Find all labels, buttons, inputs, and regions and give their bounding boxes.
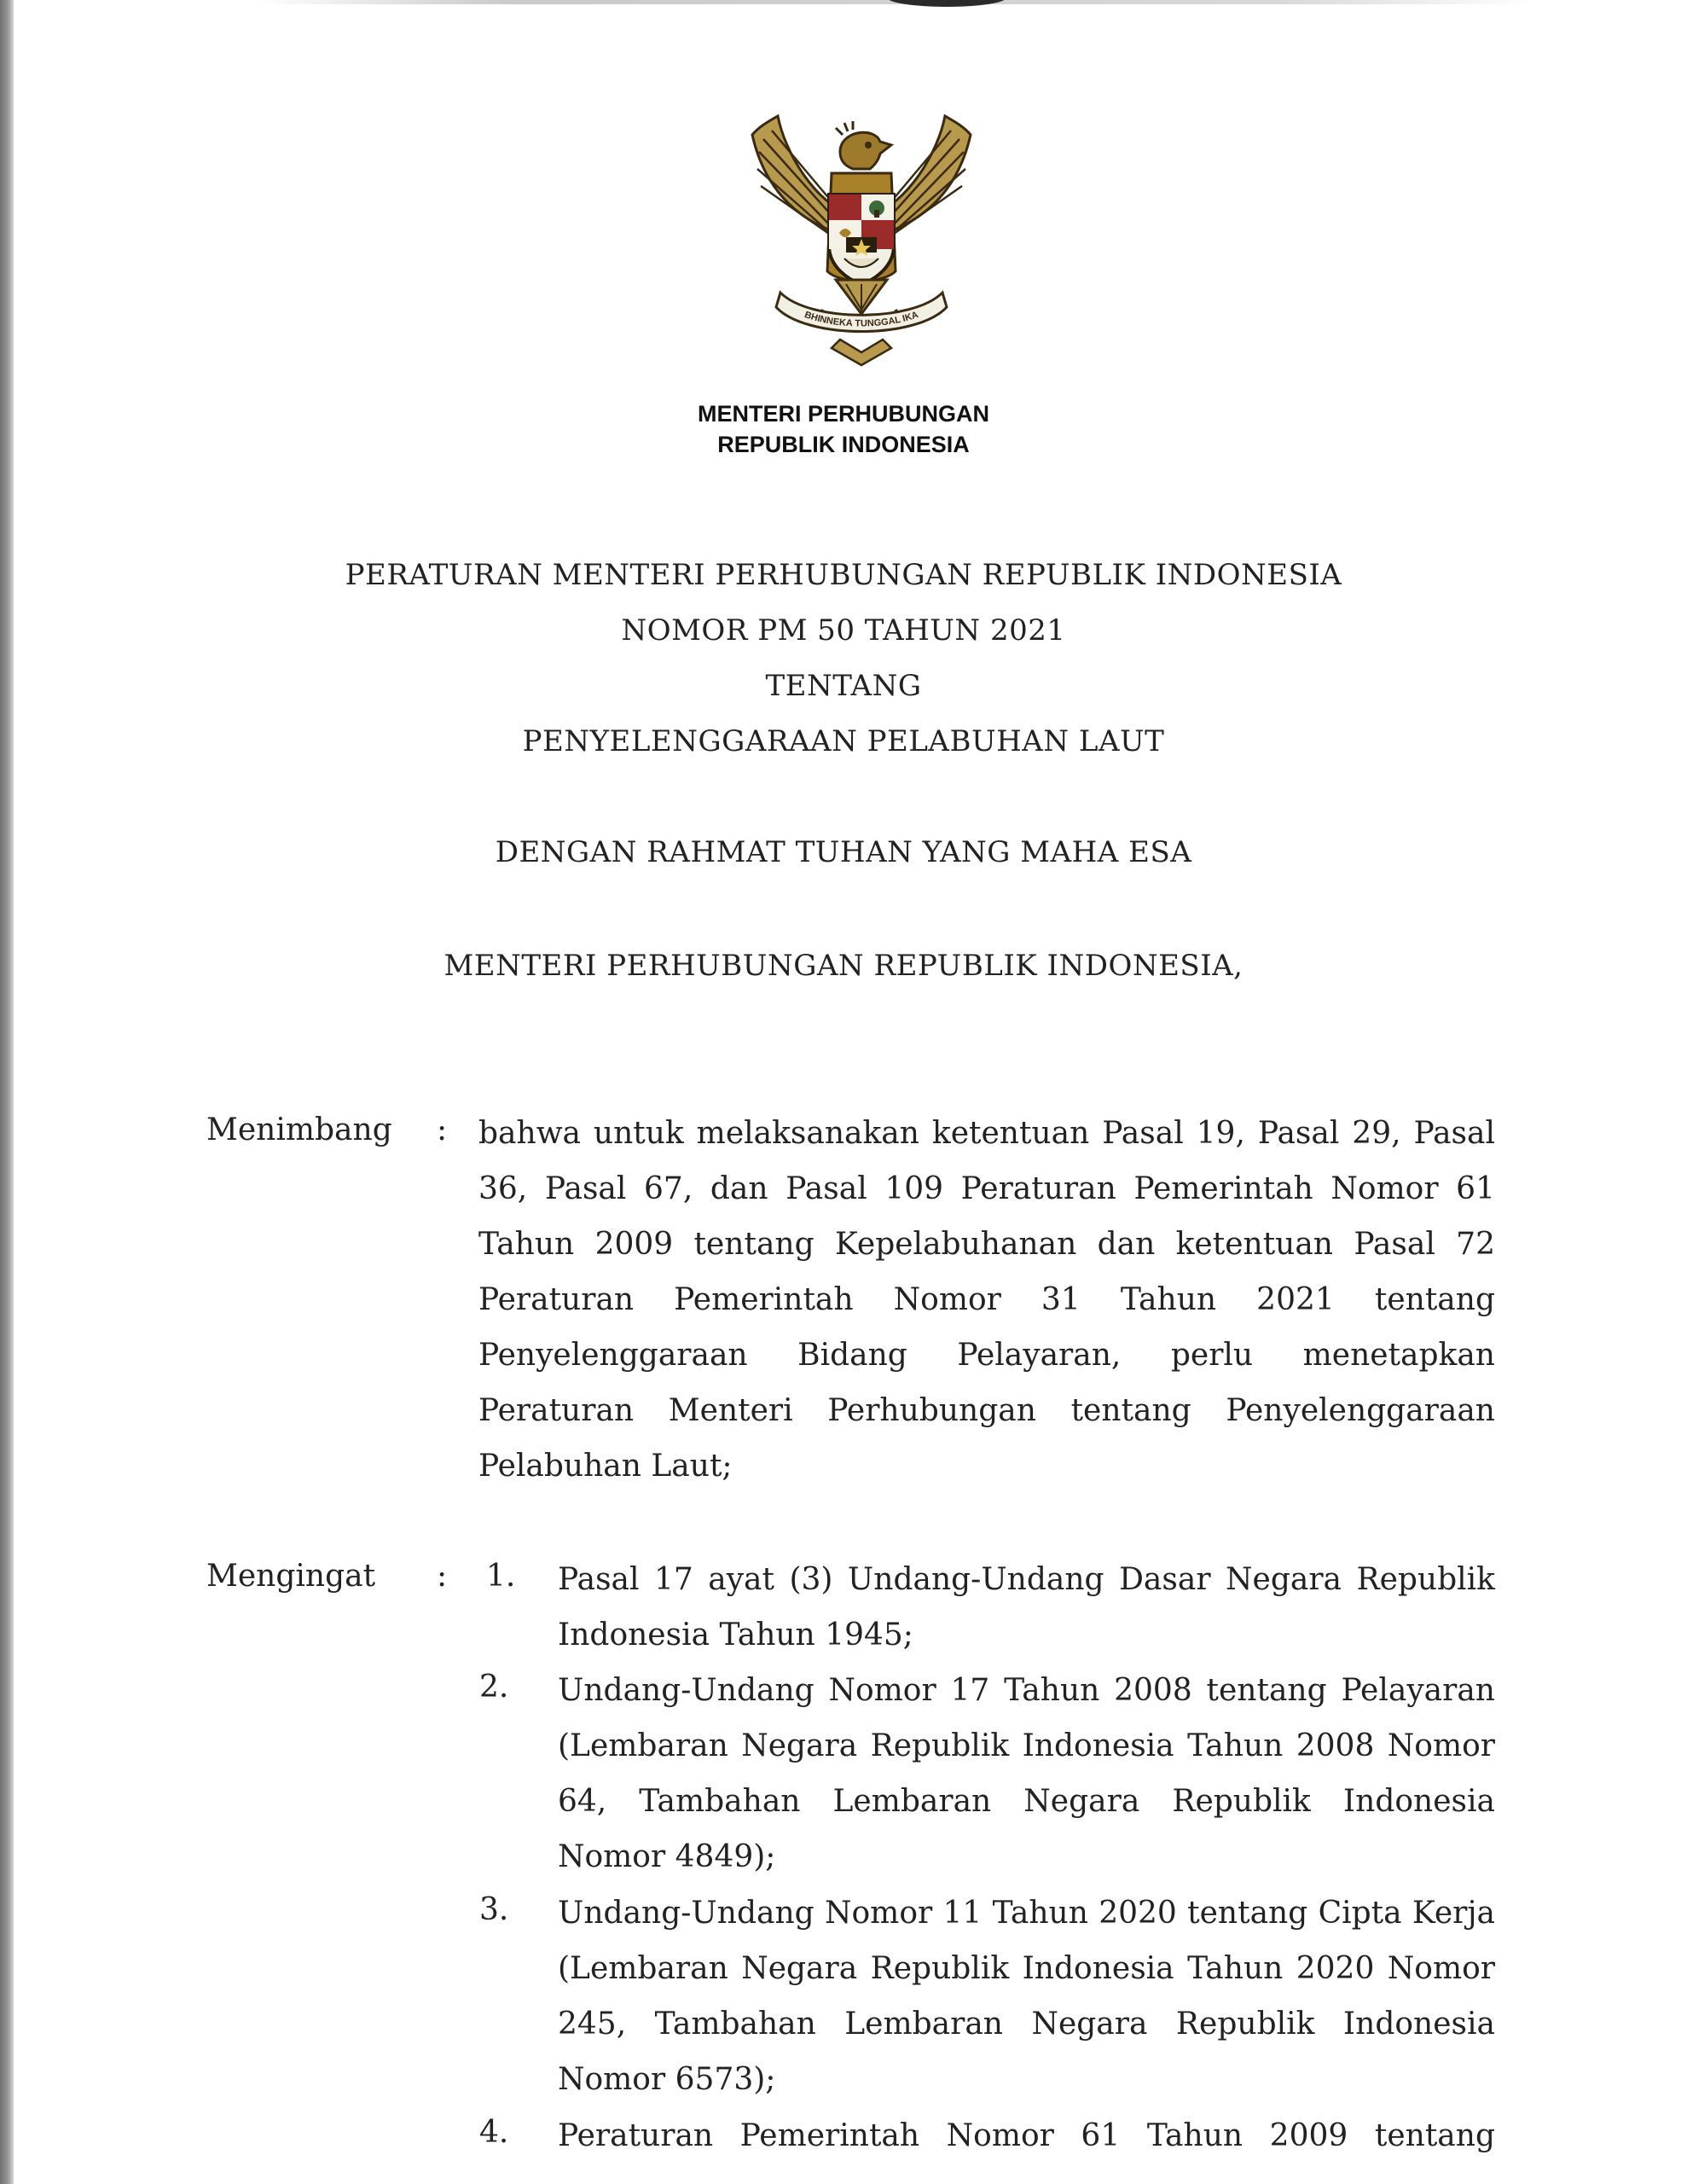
- recalling-item-number: 3.: [479, 1892, 509, 1927]
- considering-colon: :: [437, 1112, 448, 1147]
- header-line-1: MENTERI PERHUBUNGAN: [697, 401, 989, 427]
- garuda-tail: [836, 280, 887, 314]
- recalling-item-number: 2.: [479, 1670, 509, 1705]
- recalling-label: Mengingat: [206, 1559, 376, 1594]
- shield-icon: [829, 195, 894, 284]
- considering-label: Menimbang: [206, 1112, 392, 1147]
- recalling-item-text: Peraturan Pemerintah Nomor 61 Tahun 2009 tentang: [558, 2118, 1495, 2153]
- recalling-item-text: Pasal 17 ayat (3) Undang-Undang Dasar Negara Republik Indonesia Tahun 1945;: [558, 1562, 1495, 1653]
- scan-edge-shadow: [0, 0, 14, 2184]
- garuda-pancasila-emblem: [733, 109, 989, 374]
- garuda-head: [836, 121, 891, 169]
- scan-top-mark: [887, 0, 1006, 7]
- recalling-item-number: 4.: [479, 2115, 509, 2150]
- regulation-about: TENTANG: [765, 669, 922, 703]
- preamble-authority: MENTERI PERHUBUNGAN REPUBLIK INDONESIA,: [443, 949, 1244, 983]
- considering-text: bahwa untuk melaksanakan ketentuan Pasal 19, Pasal 29, Pasal 36, Pasal 67, dan Pasal 109 Peraturan Pemerintah Nomor 61 Tahun 2009 tentang Kepelabuhanan dan ketentuan Pasal 72 Peraturan Pemerintah Nomor 31 Tahun 2021 tentang Penyelenggaraan Bidang Pelayaran, perlu menetapkan Peraturan Menteri Perhubungan tentang Penyelenggaraan Pelabuhan Laut;: [478, 1116, 1495, 1484]
- regulation-subject: PENYELENGGARAAN PELABUHAN LAUT: [522, 724, 1165, 758]
- recalling-item-text: Undang-Undang Nomor 11 Tahun 2020 tentang Cipta Kerja (Lembaran Negara Republik Indonesia Tahun 2020 Nomor 245, Tambahan Lembaran Negara Republik Indonesia Nomor 6573);: [558, 1896, 1495, 2097]
- regulation-number: NOMOR PM 50 TAHUN 2021: [621, 613, 1066, 648]
- tail-feather: [832, 340, 891, 365]
- recalling-item-number: 1.: [486, 1559, 516, 1594]
- recalling-colon: :: [437, 1559, 448, 1594]
- recalling-item-text: Undang-Undang Nomor 17 Tahun 2008 tentang Pelayaran (Lembaran Negara Republik Indonesia Tahun 2008 Nomor 64, Tambahan Lembaran Negara Republik Indonesia Nomor 4849);: [558, 1673, 1495, 1874]
- motto-text: BHINNEKA TUNGGAL IKA: [803, 309, 920, 329]
- preamble-blessing: DENGAN RAHMAT TUHAN YANG MAHA ESA: [495, 835, 1192, 869]
- header-line-2: REPUBLIK INDONESIA: [717, 432, 970, 457]
- regulation-title: PERATURAN MENTERI PERHUBUNGAN REPUBLIK INDONESIA: [345, 558, 1342, 592]
